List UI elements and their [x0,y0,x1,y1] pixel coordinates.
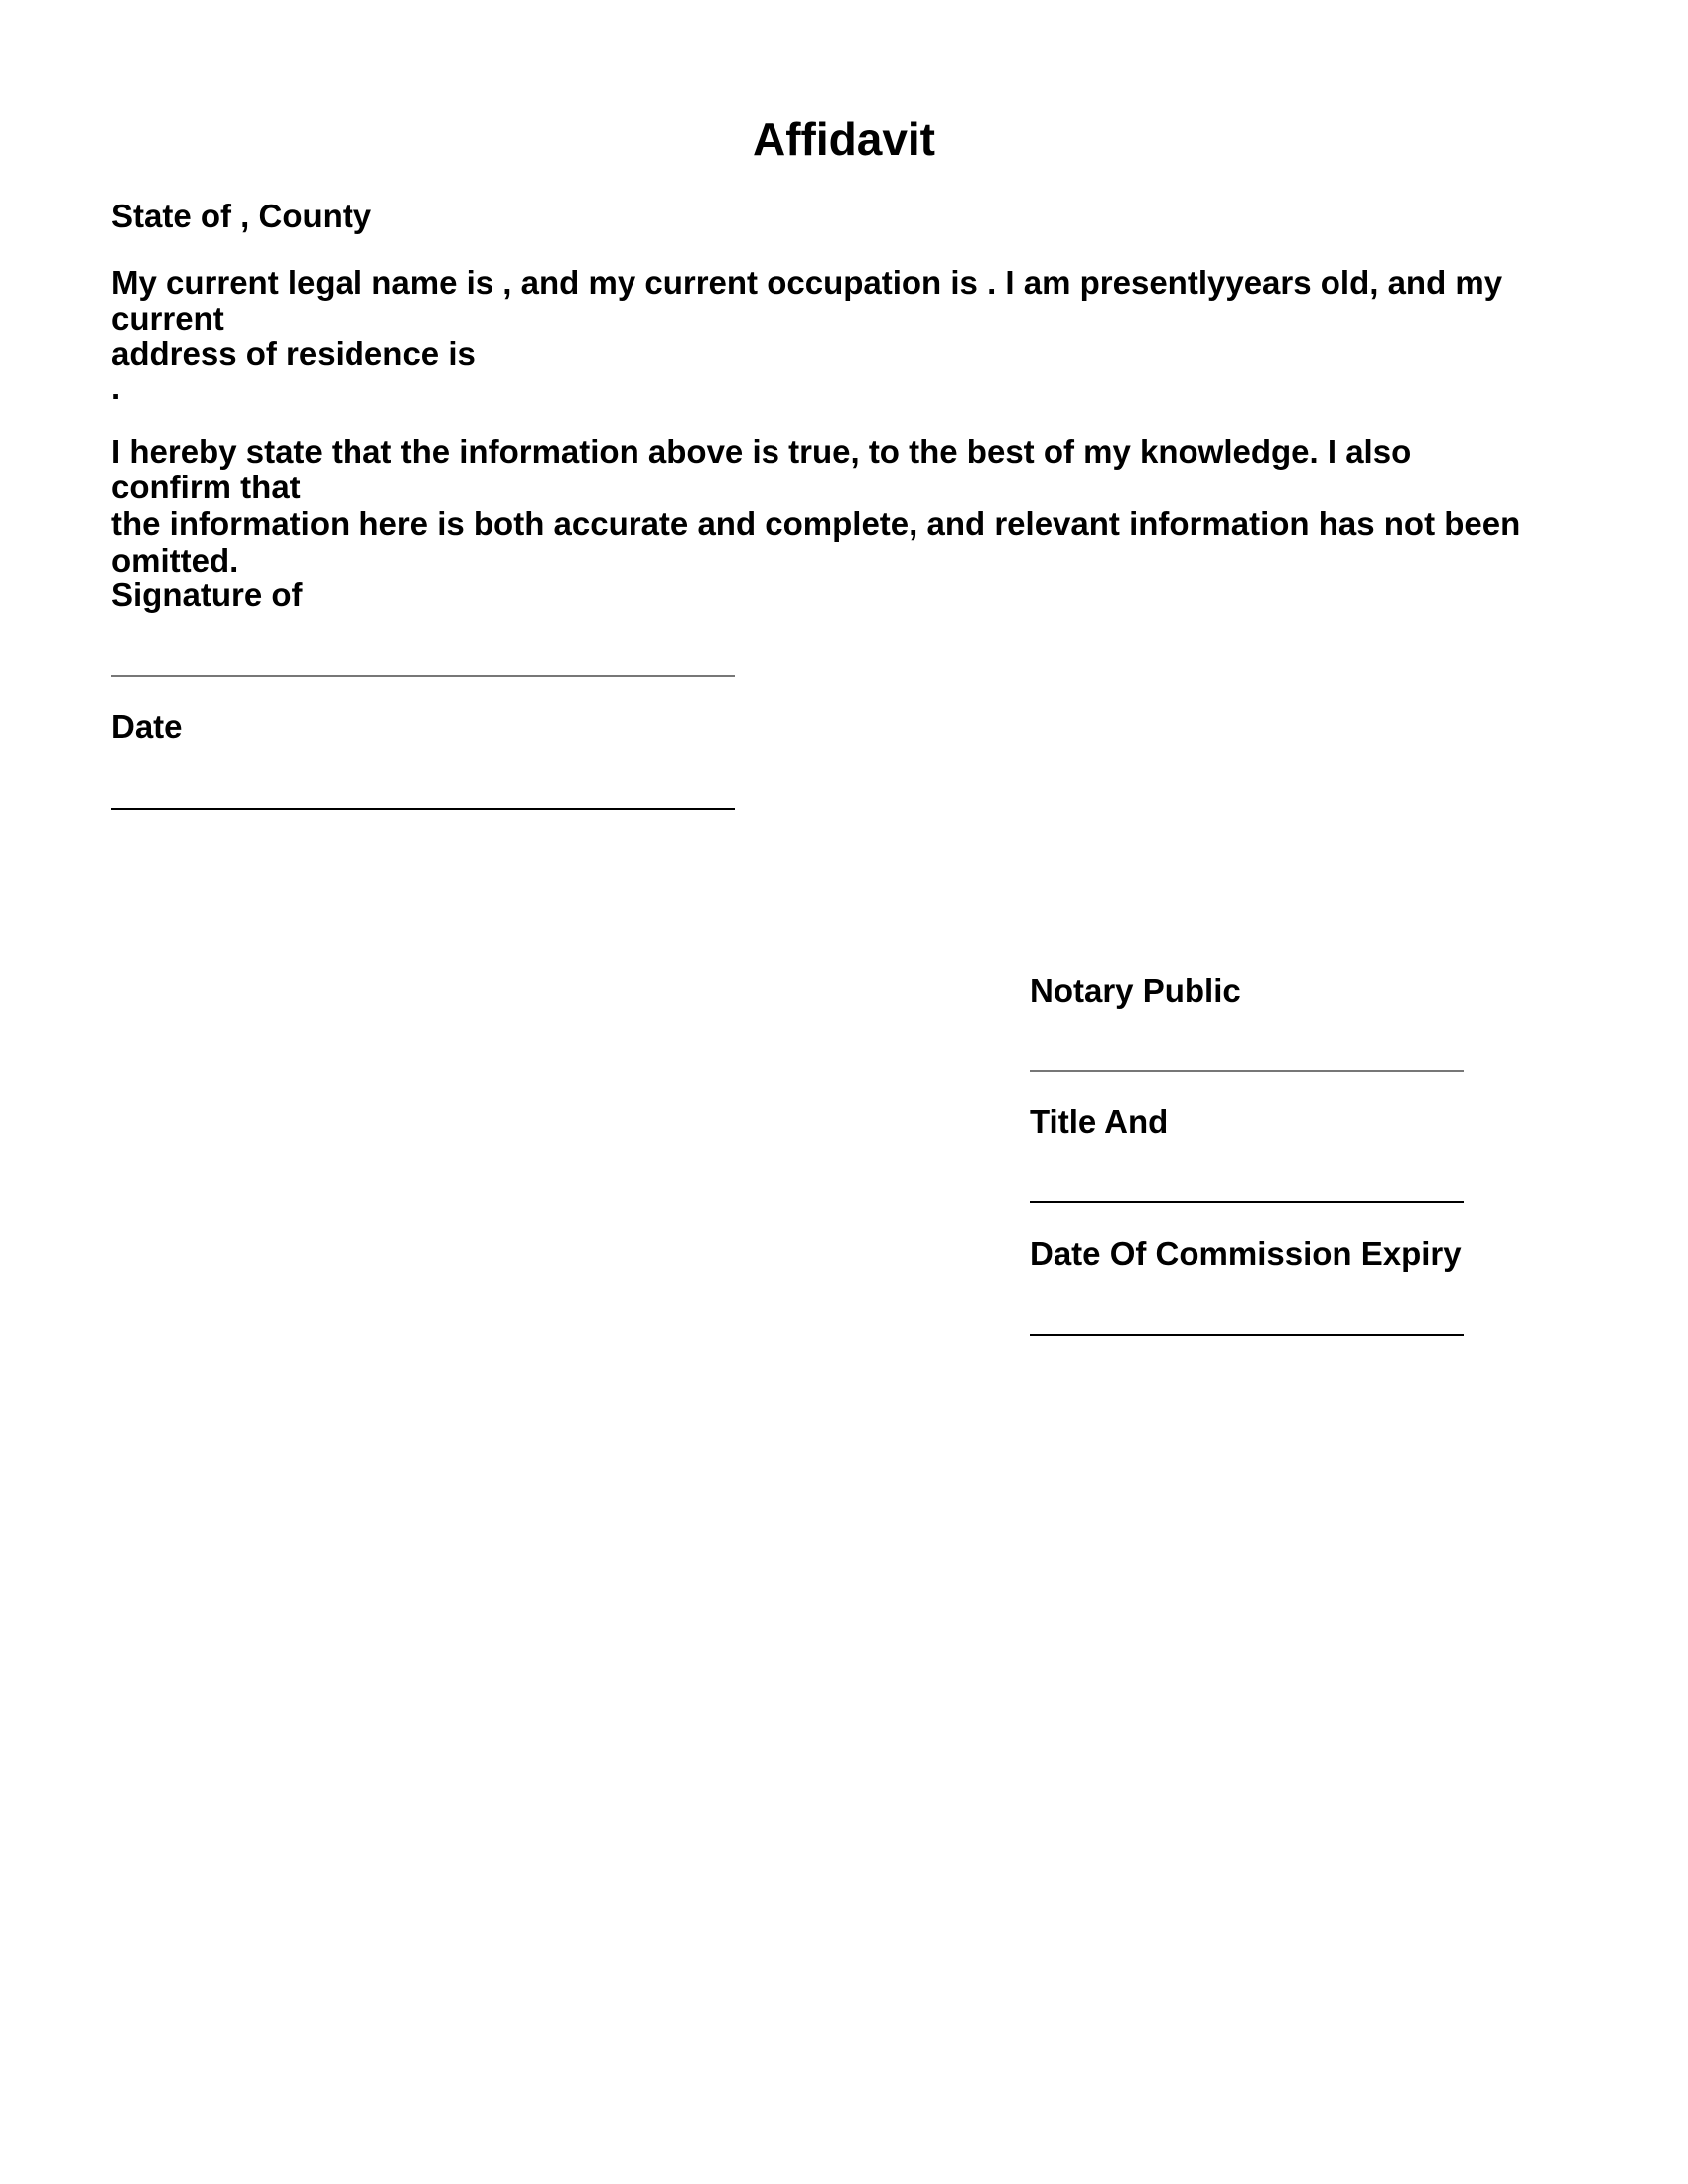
paragraph-line: . [111,369,121,406]
notary-title-line[interactable] [1030,1201,1464,1203]
date-label: Date [111,708,183,745]
paragraph-line: the information here is both accurate and complete, and relevant information has not been [111,505,1521,542]
document-title: Affidavit [753,113,935,165]
state-county-line: State of , County [111,198,372,234]
notary-public-label: Notary Public [1030,972,1241,1009]
commission-expiry-label: Date Of Commission Expiry [1030,1235,1462,1272]
signature-label: Signature of [111,576,303,613]
clipped-line-container [111,542,1551,579]
signature-line[interactable] [111,675,735,677]
paragraph-line: current [111,300,224,337]
clipped-line-container [111,336,1551,372]
paragraph-line-clipped: omitted. [111,542,239,579]
date-line[interactable] [111,808,735,810]
notary-signature-line[interactable] [1030,1070,1464,1072]
notary-title-label: Title And [1030,1103,1169,1140]
paragraph-line-clipped: address of residence is [111,336,476,372]
paragraph-line: confirm that [111,469,301,505]
paragraph-line: I hereby state that the information above is true, to the best of my knowledge. I also [111,433,1412,470]
paragraph-line: My current legal name is , and my current occupation is . I am presentlyyears old, and my [111,264,1503,301]
commission-expiry-line[interactable] [1030,1334,1464,1336]
